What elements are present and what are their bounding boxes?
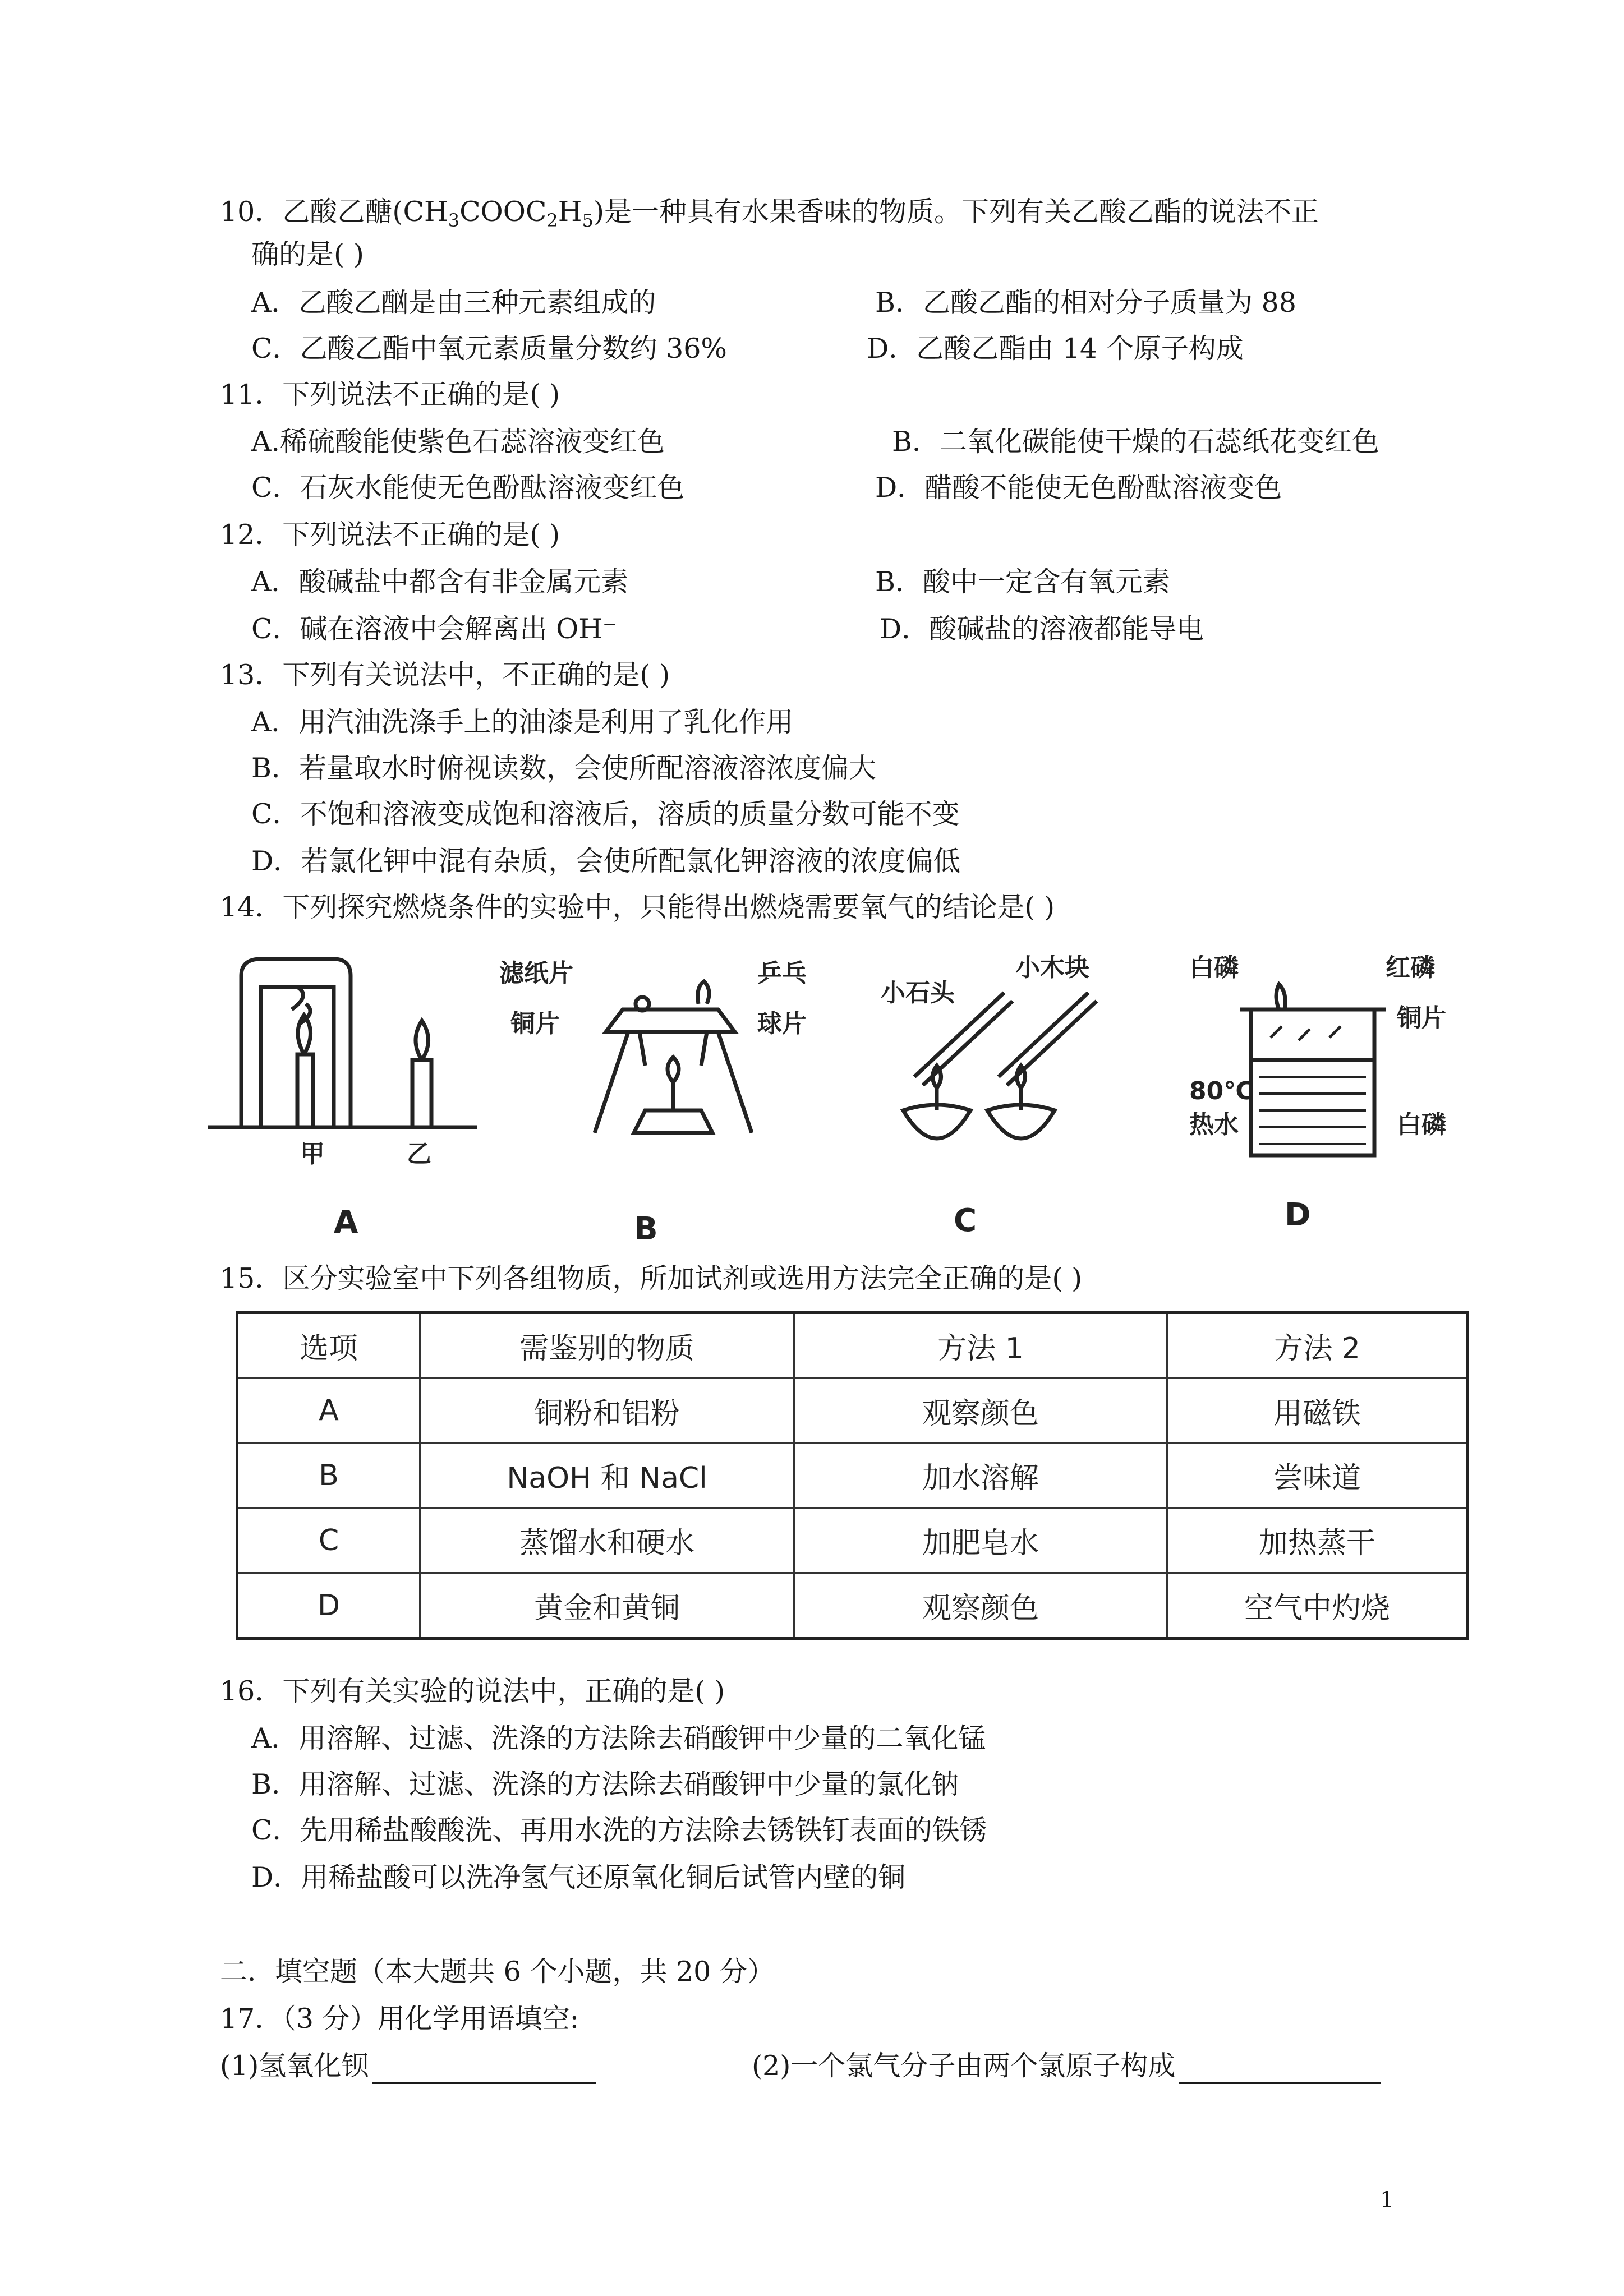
q16-option-d: D．用稀盐酸可以洗净氢气还原氧化铜后试管内壁的铜 [251, 1861, 906, 1893]
fig-d-tag5: 热水 [1189, 1110, 1239, 1139]
q10-option-a: A．乙酸乙酗是由三种元素组成的 [251, 287, 656, 319]
subscript: 2 [546, 210, 558, 231]
table-cell: 黄金和黄铜 [420, 1573, 794, 1639]
fig-b-tag3: 乒乓 [757, 959, 807, 988]
fig-b-tag1: 滤纸片 [499, 959, 573, 988]
fig-d-tag2: 红磷 [1386, 953, 1435, 982]
fig-c-tag2: 小木块 [1015, 953, 1089, 982]
q17-part2-label: (2)一个氯气分子由两个氯原子构成 [752, 2050, 1176, 2082]
q16-option-c: C．先用稀盐酸酸洗、再用水洗的方法除去锈铁钉表面的铁锈 [251, 1814, 987, 1846]
table-cell: 铜粉和铝粉 [420, 1378, 794, 1443]
answer-blank[interactable] [372, 2058, 596, 2084]
table-header-cell: 方法 1 [794, 1313, 1167, 1378]
table-header-row [237, 1313, 1467, 1378]
q11-stem: 11．下列说法不正确的是( ) [220, 379, 560, 411]
q17-part1-label: (1)氢氧化钡 [220, 2050, 369, 2082]
q10-stem-part: )是一种具有水果香味的物质。下列有关乙酸乙酯的说法不正 [593, 196, 1319, 228]
fig-d-label: D [1285, 1197, 1311, 1233]
page-number: 1 [1380, 2187, 1395, 2213]
fig-b-tag4: 球片 [757, 1009, 807, 1038]
q12-option-d: D．酸碱盐的溶液都能导电 [880, 613, 1204, 645]
q11-option-b: B．二氧化碳能使干燥的石蕊纸花变红色 [892, 426, 1380, 458]
q14-stem: 14．下列探究燃烧条件的实验中，只能得出燃烧需要氧气的结论是( ) [220, 891, 1055, 923]
fig-d-tag3: 铜片 [1397, 1004, 1446, 1032]
q13-stem: 13．下列有关说法中，不正确的是( ) [220, 659, 670, 691]
section-title: 二．填空题（本大题共 6 个小题，共 20 分） [220, 1956, 775, 1988]
table-cell: 加水溶解 [794, 1443, 1167, 1508]
fig-c-label: C [954, 1202, 977, 1239]
fig-b-label: B [634, 1211, 658, 1239]
q10-stem-part: 10．乙酸乙醣(CH [220, 196, 448, 228]
table-cell: 尝味道 [1167, 1443, 1467, 1508]
q10-option-d: D．乙酸乙酯由 14 个原子构成 [867, 333, 1244, 365]
table-row [237, 1443, 1467, 1508]
q10-option-b: B．乙酸乙酯的相对分子质量为 88 [875, 287, 1296, 319]
q17-stem: 17．（3 分）用化学用语填空: [220, 2003, 579, 2035]
table-cell: 用磁铁 [1167, 1378, 1467, 1443]
table-header-cell: 方法 2 [1167, 1313, 1467, 1378]
q17-part1 [220, 2048, 596, 2084]
q12-option-a: A．酸碱盐中都含有非金属元素 [251, 566, 629, 598]
table-cell: C [237, 1508, 421, 1573]
q10-stem-cont: 确的是( ) [251, 238, 364, 270]
fig-d-tag6: 白磷 [1397, 1110, 1446, 1139]
q11-option-c: C．石灰水能使无色酚酞溶液变红色 [251, 472, 685, 504]
figure-b-tripod [488, 948, 869, 1239]
table-cell: 蒸馏水和硬水 [420, 1508, 794, 1573]
table-cell: 加肥皂水 [794, 1508, 1167, 1573]
q12-option-b: B．酸中一定含有氧元素 [875, 566, 1171, 598]
q13-option-c: C．不饱和溶液变成饱和溶液后，溶质的质量分数可能不变 [251, 798, 960, 830]
fig-d-tag1: 白磷 [1189, 953, 1239, 982]
q15-stem: 15．区分实验室中下列各组物质，所加试剂或选用方法完全正确的是( ) [220, 1262, 1083, 1294]
q10-stem [220, 194, 1319, 238]
table-header-cell: 选项 [237, 1313, 421, 1378]
subscript: 3 [448, 210, 460, 231]
table-cell: 加热蒸干 [1167, 1508, 1467, 1573]
fig-a-label: A [334, 1204, 358, 1239]
table-cell: 观察颜色 [794, 1378, 1167, 1443]
table-cell: 观察颜色 [794, 1573, 1167, 1639]
table-cell: A [237, 1378, 421, 1443]
q10-stem-part: H [558, 196, 582, 228]
subscript: 5 [582, 210, 594, 231]
table-cell: D [237, 1573, 421, 1639]
q10-option-c: C．乙酸乙酯中氧元素质量分数约 36% [251, 333, 727, 365]
fig-b-tag2: 铜片 [510, 1009, 560, 1038]
figure-a-candles [208, 948, 488, 1239]
table-row [237, 1508, 1467, 1573]
q17-part2 [752, 2048, 1381, 2084]
q11-option-a: A.稀硫酸能使紫色石蕊溶液变红色 [251, 426, 665, 458]
fig-a-tag-jia: 甲 [300, 1140, 325, 1168]
fig-c-tag1: 小石头 [881, 979, 955, 1007]
q12-option-c: C．碱在溶液中会解离出 OH⁻ [251, 613, 617, 645]
q12-stem: 12．下列说法不正确的是( ) [220, 519, 560, 551]
table-cell: B [237, 1443, 421, 1508]
fig-d-tag4: 80℃ [1189, 1077, 1254, 1105]
table-row [237, 1573, 1467, 1639]
q13-option-d: D．若氯化钾中混有杂质，会使所配氯化钾溶液的浓度偏低 [251, 845, 961, 877]
table-header-cell: 需鉴别的物质 [420, 1313, 794, 1378]
table-row [237, 1378, 1467, 1443]
answer-blank[interactable] [1179, 2058, 1381, 2084]
q11-option-d: D．醋酸不能使无色酚酞溶液变色 [875, 472, 1282, 504]
fig-a-tag-yi: 乙 [407, 1140, 431, 1168]
q13-option-a: A．用汽油洗涤手上的油漆是利用了乳化作用 [251, 706, 794, 738]
q15-table [236, 1311, 1469, 1640]
q16-option-a: A．用溶解、过滤、洗涤的方法除去硝酸钾中少量的二氧化锰 [251, 1722, 986, 1754]
q16-stem: 16．下列有关实验的说法中，正确的是( ) [220, 1675, 725, 1707]
figure-c-tongs [869, 948, 1161, 1239]
q10-stem-part: COOC [459, 196, 547, 228]
q13-option-b: B．若量取水时俯视读数，会使所配溶液溶浓度偏大 [251, 752, 877, 784]
table-cell: 空气中灼烧 [1167, 1573, 1467, 1639]
figure-d-beaker [1167, 948, 1481, 1239]
q16-option-b: B．用溶解、过滤、洗涤的方法除去硝酸钾中少量的氯化钠 [251, 1768, 959, 1800]
table-cell: NaOH 和 NaCl [420, 1443, 794, 1508]
